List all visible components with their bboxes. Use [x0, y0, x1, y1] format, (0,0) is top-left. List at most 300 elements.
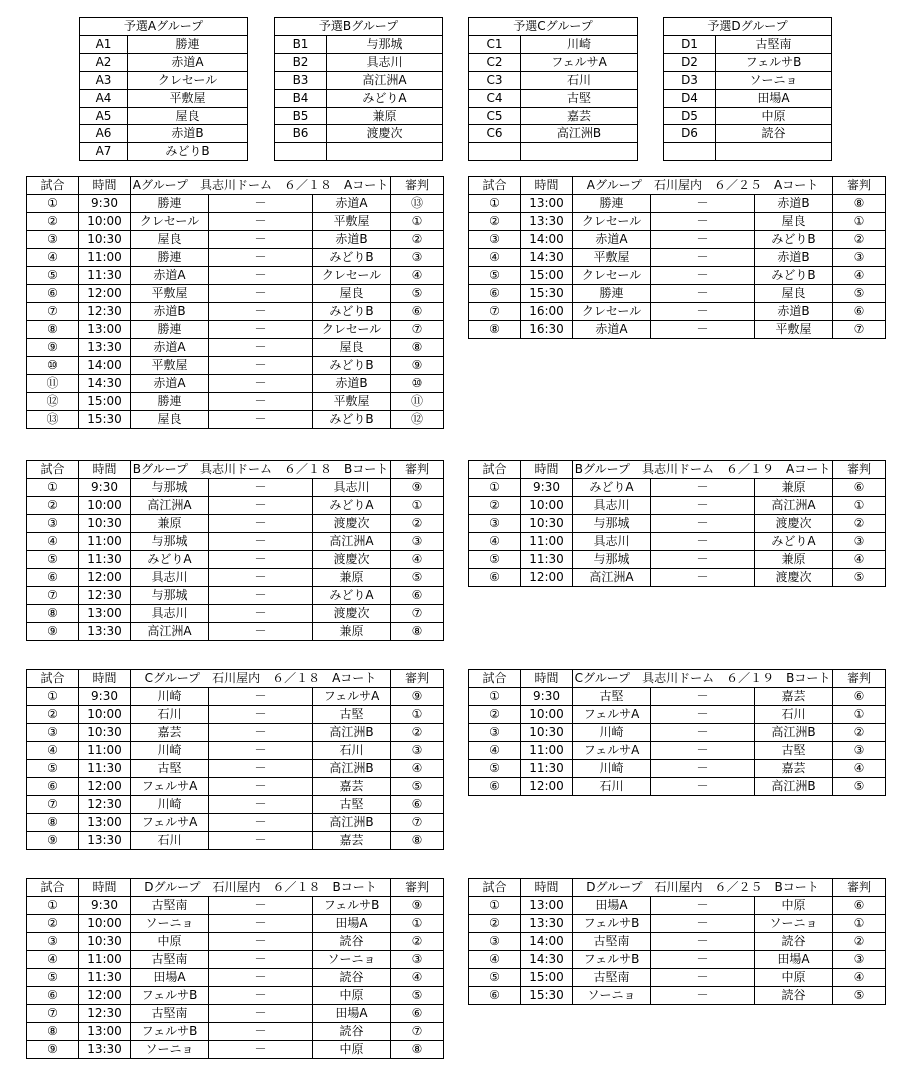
match-row: [469, 533, 886, 551]
group-row: [80, 53, 248, 71]
match-number: ⑪: [27, 375, 79, 393]
versus-dash: －: [209, 951, 313, 969]
schedule-d-ishikawa-0625: [468, 878, 886, 1005]
versus-dash: －: [651, 195, 755, 213]
group-title: 予選Aグループ: [80, 18, 248, 36]
group-header-row: [80, 18, 248, 36]
versus-dash: －: [209, 605, 313, 623]
versus-dash: －: [651, 742, 755, 760]
group-row: [80, 143, 248, 161]
match-time: 10:00: [79, 497, 131, 515]
header-referee: 審判: [833, 879, 886, 897]
home-team: 古堅南: [131, 897, 209, 915]
team-name: 勝連: [128, 35, 248, 53]
match-number: ⑧: [27, 321, 79, 339]
group-row: [469, 143, 638, 161]
match-row: [27, 796, 444, 814]
header-title: Dグループ 石川屋内 ６／２５ Bコート: [573, 879, 833, 897]
away-team: 古堅: [755, 742, 833, 760]
referee: ⑪: [391, 393, 444, 411]
home-team: 具志川: [573, 497, 651, 515]
match-time: 14:30: [521, 249, 573, 267]
team-name: 古堅: [521, 89, 638, 107]
match-time: 12:00: [521, 778, 573, 796]
match-row: [469, 742, 886, 760]
away-team: みどりB: [755, 267, 833, 285]
match-row: [469, 897, 886, 915]
match-number: ①: [469, 195, 521, 213]
away-team: 兼原: [313, 623, 391, 641]
team-name: 中原: [716, 107, 832, 125]
match-time: 13:00: [521, 195, 573, 213]
match-time: 10:00: [521, 706, 573, 724]
versus-dash: －: [651, 951, 755, 969]
match-row: [27, 303, 444, 321]
versus-dash: －: [209, 1023, 313, 1041]
referee: ③: [833, 533, 886, 551]
group-row: [80, 89, 248, 107]
match-number: ②: [469, 213, 521, 231]
match-number: ②: [469, 706, 521, 724]
versus-dash: －: [209, 231, 313, 249]
home-team: 与那城: [573, 551, 651, 569]
referee: ⑦: [833, 321, 886, 339]
match-time: 10:30: [79, 231, 131, 249]
schedule-b-gushikawa-0619: [468, 460, 886, 587]
away-team: 赤道B: [755, 195, 833, 213]
match-number: ⑨: [27, 623, 79, 641]
match-time: 12:30: [79, 796, 131, 814]
home-team: 嘉芸: [131, 724, 209, 742]
team-code: D3: [664, 71, 716, 89]
team-code: C1: [469, 35, 521, 53]
match-time: 14:00: [521, 231, 573, 249]
match-number: ⑨: [27, 339, 79, 357]
versus-dash: －: [651, 724, 755, 742]
versus-dash: －: [651, 303, 755, 321]
versus-dash: －: [209, 213, 313, 231]
versus-dash: －: [209, 706, 313, 724]
referee: ⑤: [833, 778, 886, 796]
match-number: ②: [27, 706, 79, 724]
group-header-row: [275, 18, 443, 36]
team-name: 屋良: [128, 107, 248, 125]
group-row: [664, 89, 832, 107]
away-team: 高江洲A: [755, 497, 833, 515]
team-name: 高江洲A: [327, 71, 443, 89]
home-team: 勝連: [131, 321, 209, 339]
match-time: 13:00: [79, 1023, 131, 1041]
referee: ⑧: [833, 195, 886, 213]
match-number: ③: [27, 231, 79, 249]
match-number: ④: [27, 533, 79, 551]
team-name: みどりB: [128, 143, 248, 161]
match-time: 14:00: [79, 357, 131, 375]
match-time: 13:00: [521, 897, 573, 915]
match-row: [27, 1041, 444, 1059]
away-team: 嘉芸: [755, 688, 833, 706]
header-title: Cグループ 石川屋内 ６／１８ Aコート: [131, 670, 391, 688]
referee: ⑨: [391, 479, 444, 497]
team-name: 平敷屋: [128, 89, 248, 107]
match-row: [27, 249, 444, 267]
away-team: 高江洲B: [755, 778, 833, 796]
match-row: [27, 915, 444, 933]
home-team: 古堅南: [573, 933, 651, 951]
away-team: 田場A: [755, 951, 833, 969]
versus-dash: －: [651, 515, 755, 533]
team-code: B4: [275, 89, 327, 107]
header-time: 時間: [521, 461, 573, 479]
match-row: [469, 497, 886, 515]
team-name: 田場A: [716, 89, 832, 107]
header-title: Bグループ 具志川ドーム ６／１８ Bコート: [131, 461, 391, 479]
match-time: 13:30: [521, 213, 573, 231]
match-number: ⑨: [27, 1041, 79, 1059]
match-number: ⑥: [27, 285, 79, 303]
schedule-c-ishikawa-0618: [26, 669, 444, 850]
match-row: [27, 605, 444, 623]
away-team: みどりA: [313, 497, 391, 515]
referee: ⑥: [391, 796, 444, 814]
versus-dash: －: [651, 933, 755, 951]
away-team: 田場A: [313, 1005, 391, 1023]
team-code: B1: [275, 35, 327, 53]
match-row: [469, 213, 886, 231]
away-team: 高江洲B: [313, 814, 391, 832]
match-row: [469, 969, 886, 987]
away-team: 高江洲B: [313, 760, 391, 778]
match-time: 12:00: [79, 569, 131, 587]
referee: ⑥: [833, 688, 886, 706]
team-code: [469, 143, 521, 161]
match-number: ⑤: [27, 267, 79, 285]
match-number: ④: [469, 533, 521, 551]
home-team: 古堅南: [131, 951, 209, 969]
home-team: 与那城: [573, 515, 651, 533]
away-team: 古堅: [313, 796, 391, 814]
home-team: 川崎: [573, 760, 651, 778]
home-team: みどりA: [131, 551, 209, 569]
header-referee: 審判: [391, 177, 444, 195]
referee: ⑫: [391, 411, 444, 429]
versus-dash: －: [209, 742, 313, 760]
home-team: 古堅: [131, 760, 209, 778]
team-code: D5: [664, 107, 716, 125]
header-referee: 審判: [391, 879, 444, 897]
match-number: ⑫: [27, 393, 79, 411]
match-time: 13:00: [79, 605, 131, 623]
home-team: フェルサA: [573, 706, 651, 724]
match-number: ①: [27, 897, 79, 915]
match-row: [469, 231, 886, 249]
away-team: みどりB: [755, 231, 833, 249]
referee: ⑤: [391, 778, 444, 796]
home-team: 古堅南: [131, 1005, 209, 1023]
versus-dash: －: [209, 1005, 313, 1023]
header-referee: 審判: [391, 670, 444, 688]
schedule-header-row: [27, 461, 444, 479]
home-team: クレセール: [131, 213, 209, 231]
schedule-header-row: [27, 879, 444, 897]
match-time: 10:30: [79, 515, 131, 533]
home-team: 石川: [131, 832, 209, 850]
referee: ⑤: [833, 285, 886, 303]
away-team: みどりB: [313, 303, 391, 321]
versus-dash: －: [651, 706, 755, 724]
home-team: クレセール: [573, 213, 651, 231]
match-time: 15:00: [521, 267, 573, 285]
away-team: クレセール: [313, 321, 391, 339]
group-row: [275, 53, 443, 71]
referee: ①: [833, 915, 886, 933]
group-row: [80, 71, 248, 89]
home-team: みどりA: [573, 479, 651, 497]
match-time: 9:30: [521, 479, 573, 497]
away-team: 読谷: [313, 1023, 391, 1041]
home-team: フェルサB: [573, 951, 651, 969]
referee: ①: [833, 213, 886, 231]
home-team: 中原: [131, 933, 209, 951]
referee: ④: [391, 969, 444, 987]
match-row: [469, 778, 886, 796]
group-row: [275, 107, 443, 125]
match-number: ①: [27, 688, 79, 706]
match-row: [27, 497, 444, 515]
header-match: 試合: [469, 461, 521, 479]
home-team: ソーニョ: [131, 915, 209, 933]
team-name: フェルサA: [521, 53, 638, 71]
versus-dash: －: [651, 285, 755, 303]
away-team: 具志川: [313, 479, 391, 497]
match-time: 11:30: [79, 969, 131, 987]
group-c-table: [468, 17, 638, 161]
match-time: 10:00: [521, 497, 573, 515]
match-row: [469, 551, 886, 569]
referee: ⑧: [391, 832, 444, 850]
match-number: ⑥: [469, 285, 521, 303]
team-name: 読谷: [716, 125, 832, 143]
versus-dash: －: [209, 969, 313, 987]
match-row: [27, 814, 444, 832]
match-row: [469, 706, 886, 724]
home-team: 古堅: [573, 688, 651, 706]
match-row: [27, 933, 444, 951]
match-time: 11:00: [521, 742, 573, 760]
match-row: [27, 411, 444, 429]
referee: ⑬: [391, 195, 444, 213]
match-row: [27, 231, 444, 249]
team-code: B6: [275, 125, 327, 143]
away-team: 嘉芸: [313, 778, 391, 796]
match-time: 15:00: [521, 969, 573, 987]
group-row: [664, 53, 832, 71]
referee: ①: [391, 213, 444, 231]
home-team: 勝連: [131, 249, 209, 267]
away-team: 屋良: [755, 213, 833, 231]
match-number: ⑤: [469, 267, 521, 285]
team-code: D6: [664, 125, 716, 143]
team-code: B2: [275, 53, 327, 71]
team-code: C5: [469, 107, 521, 125]
away-team: みどりB: [313, 411, 391, 429]
versus-dash: －: [209, 285, 313, 303]
match-number: ②: [27, 213, 79, 231]
group-b-table: [274, 17, 443, 161]
match-number: ③: [469, 515, 521, 533]
match-number: ②: [469, 497, 521, 515]
group-row: [664, 143, 832, 161]
team-code: C4: [469, 89, 521, 107]
match-time: 13:00: [79, 321, 131, 339]
team-name: 渡慶次: [327, 125, 443, 143]
match-time: 12:30: [79, 303, 131, 321]
team-code: C3: [469, 71, 521, 89]
referee: ③: [833, 951, 886, 969]
match-time: 13:00: [79, 814, 131, 832]
match-number: ⑥: [469, 778, 521, 796]
referee: ⑤: [391, 987, 444, 1005]
header-match: 試合: [27, 670, 79, 688]
team-code: D1: [664, 35, 716, 53]
referee: ③: [391, 249, 444, 267]
referee: ⑧: [391, 1041, 444, 1059]
away-team: 田場A: [313, 915, 391, 933]
home-team: 具志川: [131, 605, 209, 623]
referee: ⑥: [833, 479, 886, 497]
versus-dash: －: [209, 796, 313, 814]
match-row: [27, 515, 444, 533]
home-team: 勝連: [131, 195, 209, 213]
away-team: 屋良: [313, 285, 391, 303]
match-number: ③: [27, 515, 79, 533]
away-team: 石川: [313, 742, 391, 760]
away-team: みどりB: [313, 249, 391, 267]
home-team: フェルサA: [131, 778, 209, 796]
match-row: [27, 375, 444, 393]
versus-dash: －: [651, 321, 755, 339]
match-row: [27, 393, 444, 411]
match-row: [27, 832, 444, 850]
referee: ②: [391, 231, 444, 249]
match-number: ③: [27, 933, 79, 951]
match-number: ⑤: [469, 760, 521, 778]
versus-dash: －: [209, 393, 313, 411]
versus-dash: －: [209, 515, 313, 533]
team-code: D4: [664, 89, 716, 107]
versus-dash: －: [651, 569, 755, 587]
match-time: 10:00: [79, 915, 131, 933]
versus-dash: －: [209, 724, 313, 742]
home-team: 高江洲A: [573, 569, 651, 587]
referee: ④: [391, 551, 444, 569]
versus-dash: －: [209, 479, 313, 497]
group-a-table: [79, 17, 248, 161]
header-match: 試合: [27, 461, 79, 479]
match-number: ①: [469, 897, 521, 915]
schedule-d-ishikawa-0618: [26, 878, 444, 1059]
home-team: 勝連: [573, 195, 651, 213]
versus-dash: －: [209, 814, 313, 832]
match-row: [27, 724, 444, 742]
match-time: 9:30: [521, 688, 573, 706]
referee: ④: [833, 969, 886, 987]
group-row: [80, 35, 248, 53]
team-name: 赤道B: [128, 125, 248, 143]
match-number: ④: [27, 951, 79, 969]
header-title: Bグループ 具志川ドーム ６／１９ Aコート: [573, 461, 833, 479]
versus-dash: －: [209, 915, 313, 933]
team-name: フェルサB: [716, 53, 832, 71]
versus-dash: －: [651, 760, 755, 778]
match-row: [27, 760, 444, 778]
match-row: [27, 1005, 444, 1023]
referee: ②: [833, 515, 886, 533]
versus-dash: －: [209, 303, 313, 321]
schedule-header-row: [27, 177, 444, 195]
versus-dash: －: [209, 760, 313, 778]
group-row: [469, 53, 638, 71]
match-number: ⑥: [27, 778, 79, 796]
group-header-row: [664, 18, 832, 36]
match-time: 13:30: [79, 623, 131, 641]
match-row: [469, 303, 886, 321]
away-team: 赤道B: [755, 303, 833, 321]
versus-dash: －: [651, 969, 755, 987]
referee: ⑤: [833, 569, 886, 587]
away-team: 兼原: [755, 479, 833, 497]
referee: ⑤: [391, 569, 444, 587]
match-number: ⑥: [27, 569, 79, 587]
home-team: クレセール: [573, 267, 651, 285]
referee: ②: [391, 724, 444, 742]
referee: ⑤: [833, 987, 886, 1005]
home-team: 兼原: [131, 515, 209, 533]
home-team: 赤道A: [573, 321, 651, 339]
match-number: ⑥: [469, 987, 521, 1005]
home-team: ソーニョ: [573, 987, 651, 1005]
home-team: 赤道A: [131, 375, 209, 393]
versus-dash: －: [209, 897, 313, 915]
versus-dash: －: [651, 915, 755, 933]
match-row: [27, 267, 444, 285]
header-time: 時間: [79, 670, 131, 688]
referee: ⑥: [391, 1005, 444, 1023]
team-name: ソーニョ: [716, 71, 832, 89]
referee: ④: [391, 267, 444, 285]
versus-dash: －: [209, 832, 313, 850]
home-team: 川崎: [131, 742, 209, 760]
away-team: 嘉芸: [755, 760, 833, 778]
match-number: ⑧: [27, 605, 79, 623]
away-team: 読谷: [313, 933, 391, 951]
referee: ③: [391, 951, 444, 969]
match-time: 10:30: [521, 515, 573, 533]
versus-dash: －: [209, 533, 313, 551]
referee: ⑤: [391, 285, 444, 303]
group-row: [469, 35, 638, 53]
match-number: ②: [27, 915, 79, 933]
versus-dash: －: [651, 987, 755, 1005]
versus-dash: －: [651, 213, 755, 231]
team-name: 古堅南: [716, 35, 832, 53]
match-number: ②: [27, 497, 79, 515]
away-team: 兼原: [755, 551, 833, 569]
match-number: ⑦: [27, 1005, 79, 1023]
home-team: 赤道A: [573, 231, 651, 249]
match-row: [27, 285, 444, 303]
away-team: 渡慶次: [313, 605, 391, 623]
